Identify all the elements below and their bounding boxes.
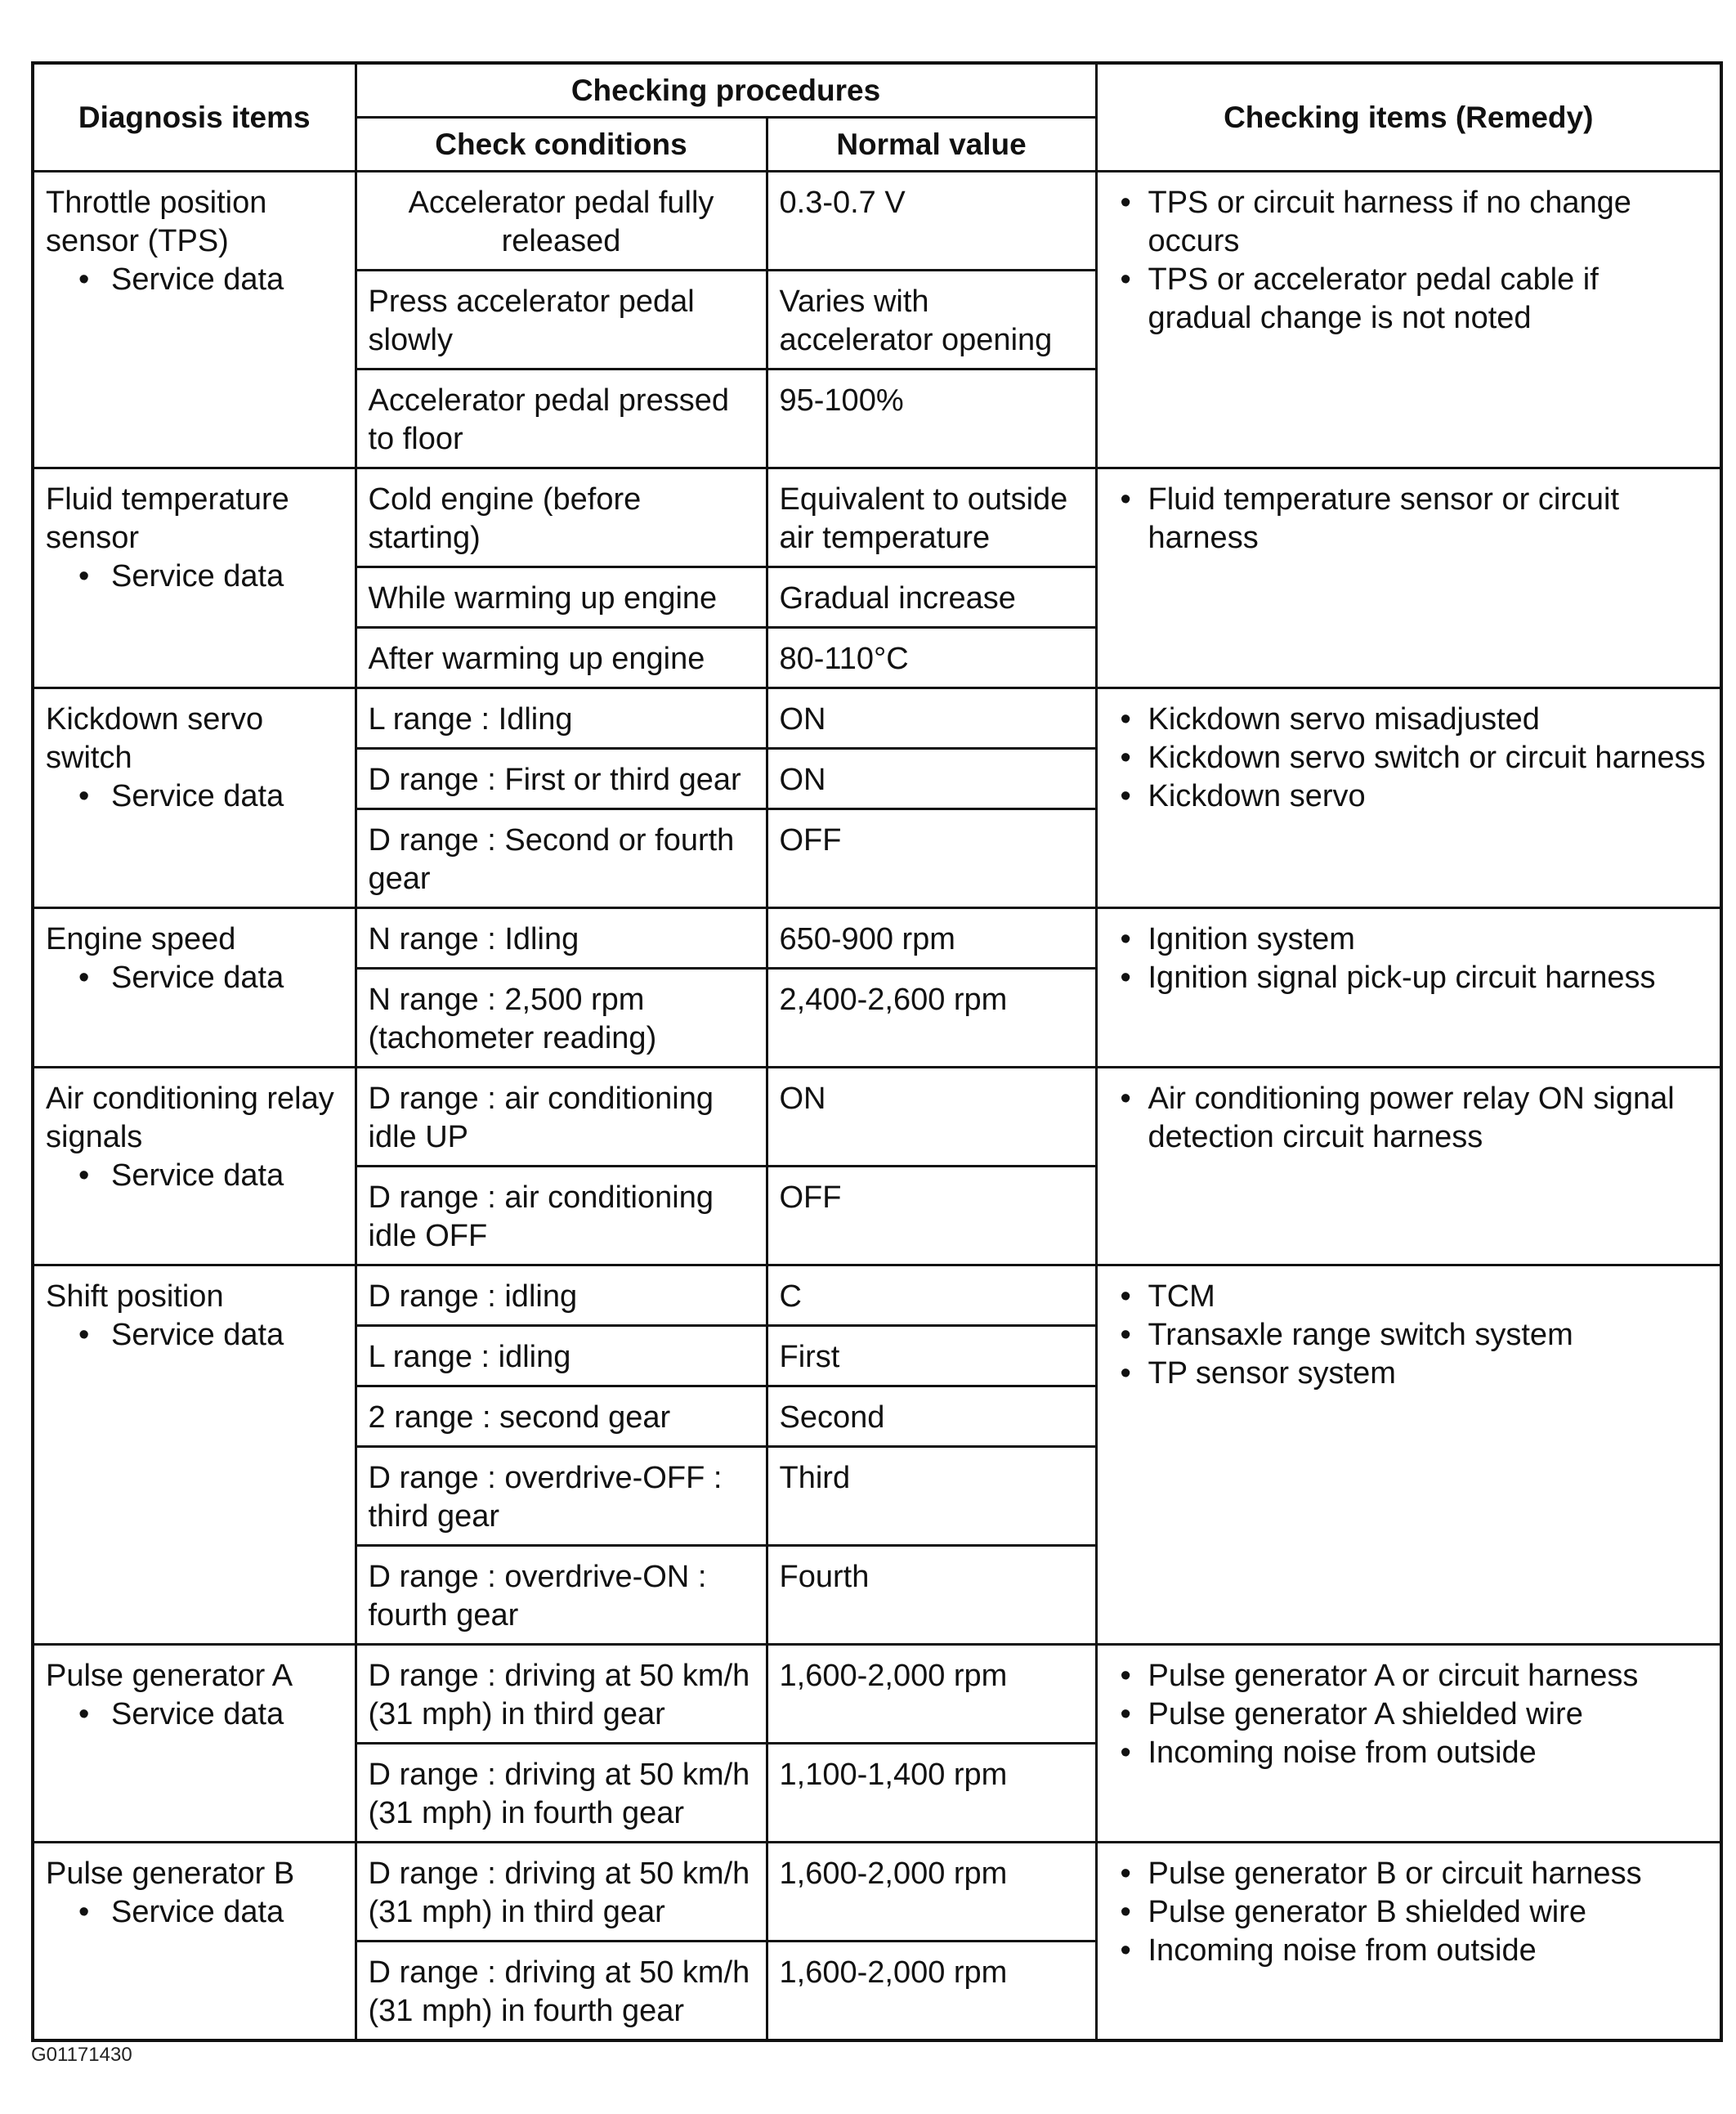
check-condition-cell: D range : overdrive-OFF : third gear <box>356 1447 767 1546</box>
check-condition-cell: N range : 2,500 rpm (tachometer reading) <box>356 969 767 1068</box>
check-condition-cell: Cold engine (before starting) <box>356 468 767 567</box>
remedy-item: • Incoming noise from outside <box>1109 1734 1709 1772</box>
remedy-cell <box>1096 1843 1721 2041</box>
table-header <box>33 63 1721 172</box>
diagnosis-item-name: Fluid temperature sensor <box>46 482 289 555</box>
check-condition-cell: After warming up engine <box>356 628 767 688</box>
remedy-item: • Incoming noise from outside <box>1109 1932 1709 1970</box>
remedy-cell <box>1096 688 1721 908</box>
normal-value-cell: OFF <box>767 809 1096 908</box>
normal-value-cell: C <box>767 1265 1096 1326</box>
remedy-item: • Kickdown servo <box>1109 777 1709 816</box>
table-row <box>33 1843 1721 1942</box>
remedy-item: • Pulse generator A shielded wire <box>1109 1695 1709 1734</box>
remedy-cell <box>1096 468 1721 688</box>
normal-value-cell: Second <box>767 1386 1096 1447</box>
check-condition-cell: D range : driving at 50 km/h (31 mph) in fourth gear <box>356 1744 767 1843</box>
diagnosis-table <box>31 61 1723 2042</box>
check-condition-cell: N range : Idling <box>356 908 767 969</box>
table-row <box>33 908 1721 969</box>
remedy-item: • Kickdown servo misadjusted <box>1109 701 1709 739</box>
diagnosis-item-cell <box>33 688 356 908</box>
normal-value-cell: Fourth <box>767 1546 1096 1645</box>
normal-value-cell: 1,600-2,000 rpm <box>767 1942 1096 2041</box>
header-checking-procedures: Checking procedures <box>356 63 1096 118</box>
check-condition-cell: 2 range : second gear <box>356 1386 767 1447</box>
remedy-item: • Kickdown servo switch or circuit harness <box>1109 739 1709 777</box>
normal-value-cell: Equivalent to outside air temperature <box>767 468 1096 567</box>
check-condition-cell: Accelerator pedal pressed to floor <box>356 370 767 468</box>
diagnosis-item-subtitle: • Service data <box>78 777 343 816</box>
remedy-item: • Pulse generator B shielded wire <box>1109 1893 1709 1932</box>
diagnosis-item-name: Engine speed <box>46 922 236 956</box>
diagnosis-item-name: Kickdown servo switch <box>46 702 264 775</box>
normal-value-cell: 1,100-1,400 rpm <box>767 1744 1096 1843</box>
check-condition-cell: D range : driving at 50 km/h (31 mph) in fourth gear <box>356 1942 767 2041</box>
remedy-item: • Air conditioning power relay ON signal detection circuit harness <box>1109 1080 1709 1157</box>
diagnosis-item-name: Shift position <box>46 1279 224 1314</box>
diagnosis-item-cell <box>33 1068 356 1265</box>
normal-value-cell: ON <box>767 749 1096 809</box>
normal-value-cell: ON <box>767 1068 1096 1167</box>
header-normal-value: Normal value <box>767 118 1096 172</box>
normal-value-cell: Varies with accelerator opening <box>767 271 1096 370</box>
remedy-cell <box>1096 1265 1721 1645</box>
remedy-item: • Transaxle range switch system <box>1109 1316 1709 1355</box>
normal-value-cell: 1,600-2,000 rpm <box>767 1645 1096 1744</box>
table-row <box>33 1645 1721 1744</box>
check-condition-cell: D range : overdrive-ON : fourth gear <box>356 1546 767 1645</box>
normal-value-cell: 95-100% <box>767 370 1096 468</box>
figure-code: G01171430 <box>31 2044 132 2066</box>
diagnosis-item-name: Pulse generator A <box>46 1659 293 1693</box>
normal-value-cell: 80-110°C <box>767 628 1096 688</box>
diagnosis-item-subtitle: • Service data <box>78 261 343 299</box>
diagnosis-item-cell <box>33 468 356 688</box>
normal-value-cell: 2,400-2,600 rpm <box>767 969 1096 1068</box>
diagnosis-item-subtitle: • Service data <box>78 1695 343 1734</box>
normal-value-cell: 0.3-0.7 V <box>767 172 1096 271</box>
remedy-item: • TPS or accelerator pedal cable if gradual change is not noted <box>1109 261 1709 338</box>
diagnosis-item-cell <box>33 172 356 468</box>
diagnosis-item-subtitle: • Service data <box>78 1157 343 1195</box>
table-row <box>33 172 1721 271</box>
diagnosis-item-name: Throttle position sensor (TPS) <box>46 186 267 258</box>
header-check-conditions: Check conditions <box>356 118 767 172</box>
check-condition-cell: D range : idling <box>356 1265 767 1326</box>
remedy-cell <box>1096 908 1721 1068</box>
diagnosis-item-cell <box>33 1265 356 1645</box>
normal-value-cell: Gradual increase <box>767 567 1096 628</box>
diagnosis-item-name: Air conditioning relay signals <box>46 1082 334 1154</box>
table-row <box>33 1265 1721 1326</box>
diagnosis-item-subtitle: • Service data <box>78 1893 343 1932</box>
diagnosis-item-cell <box>33 908 356 1068</box>
remedy-item: • TP sensor system <box>1109 1355 1709 1393</box>
check-condition-cell: While warming up engine <box>356 567 767 628</box>
check-condition-cell: D range : driving at 50 km/h (31 mph) in third gear <box>356 1645 767 1744</box>
check-condition-cell: D range : First or third gear <box>356 749 767 809</box>
remedy-item: • Fluid temperature sensor or circuit harness <box>1109 481 1709 558</box>
normal-value-cell: Third <box>767 1447 1096 1546</box>
remedy-item: • Ignition system <box>1109 920 1709 959</box>
diagnosis-item-name: Pulse generator B <box>46 1856 295 1891</box>
remedy-cell <box>1096 1068 1721 1265</box>
normal-value-cell: 650-900 rpm <box>767 908 1096 969</box>
table-row <box>33 688 1721 749</box>
diagnosis-item-subtitle: • Service data <box>78 959 343 997</box>
remedy-item: • TPS or circuit harness if no change occurs <box>1109 184 1709 261</box>
check-condition-cell: Accelerator pedal fully released <box>356 172 767 271</box>
check-condition-cell: D range : driving at 50 km/h (31 mph) in third gear <box>356 1843 767 1942</box>
table-row <box>33 1068 1721 1167</box>
remedy-item: • TCM <box>1109 1278 1709 1316</box>
check-condition-cell: D range : air conditioning idle UP <box>356 1068 767 1167</box>
remedy-cell <box>1096 172 1721 468</box>
check-condition-cell: D range : air conditioning idle OFF <box>356 1167 767 1265</box>
check-condition-cell: Press accelerator pedal slowly <box>356 271 767 370</box>
normal-value-cell: OFF <box>767 1167 1096 1265</box>
table-row <box>33 468 1721 567</box>
remedy-item: • Pulse generator B or circuit harness <box>1109 1855 1709 1893</box>
check-condition-cell: D range : Second or fourth gear <box>356 809 767 908</box>
check-condition-cell: L range : Idling <box>356 688 767 749</box>
normal-value-cell: First <box>767 1326 1096 1386</box>
table-body <box>33 172 1721 2041</box>
diagnosis-item-subtitle: • Service data <box>78 558 343 596</box>
check-condition-cell: L range : idling <box>356 1326 767 1386</box>
diagnosis-item-cell <box>33 1843 356 2041</box>
remedy-cell <box>1096 1645 1721 1843</box>
remedy-item: • Ignition signal pick-up circuit harness <box>1109 959 1709 997</box>
normal-value-cell: 1,600-2,000 rpm <box>767 1843 1096 1942</box>
normal-value-cell: ON <box>767 688 1096 749</box>
remedy-item: • Pulse generator A or circuit harness <box>1109 1657 1709 1695</box>
diagnosis-item-cell <box>33 1645 356 1843</box>
header-checking-items: Checking items (Remedy) <box>1096 63 1721 172</box>
header-diagnosis-items: Diagnosis items <box>33 63 356 172</box>
diagnosis-item-subtitle: • Service data <box>78 1316 343 1355</box>
